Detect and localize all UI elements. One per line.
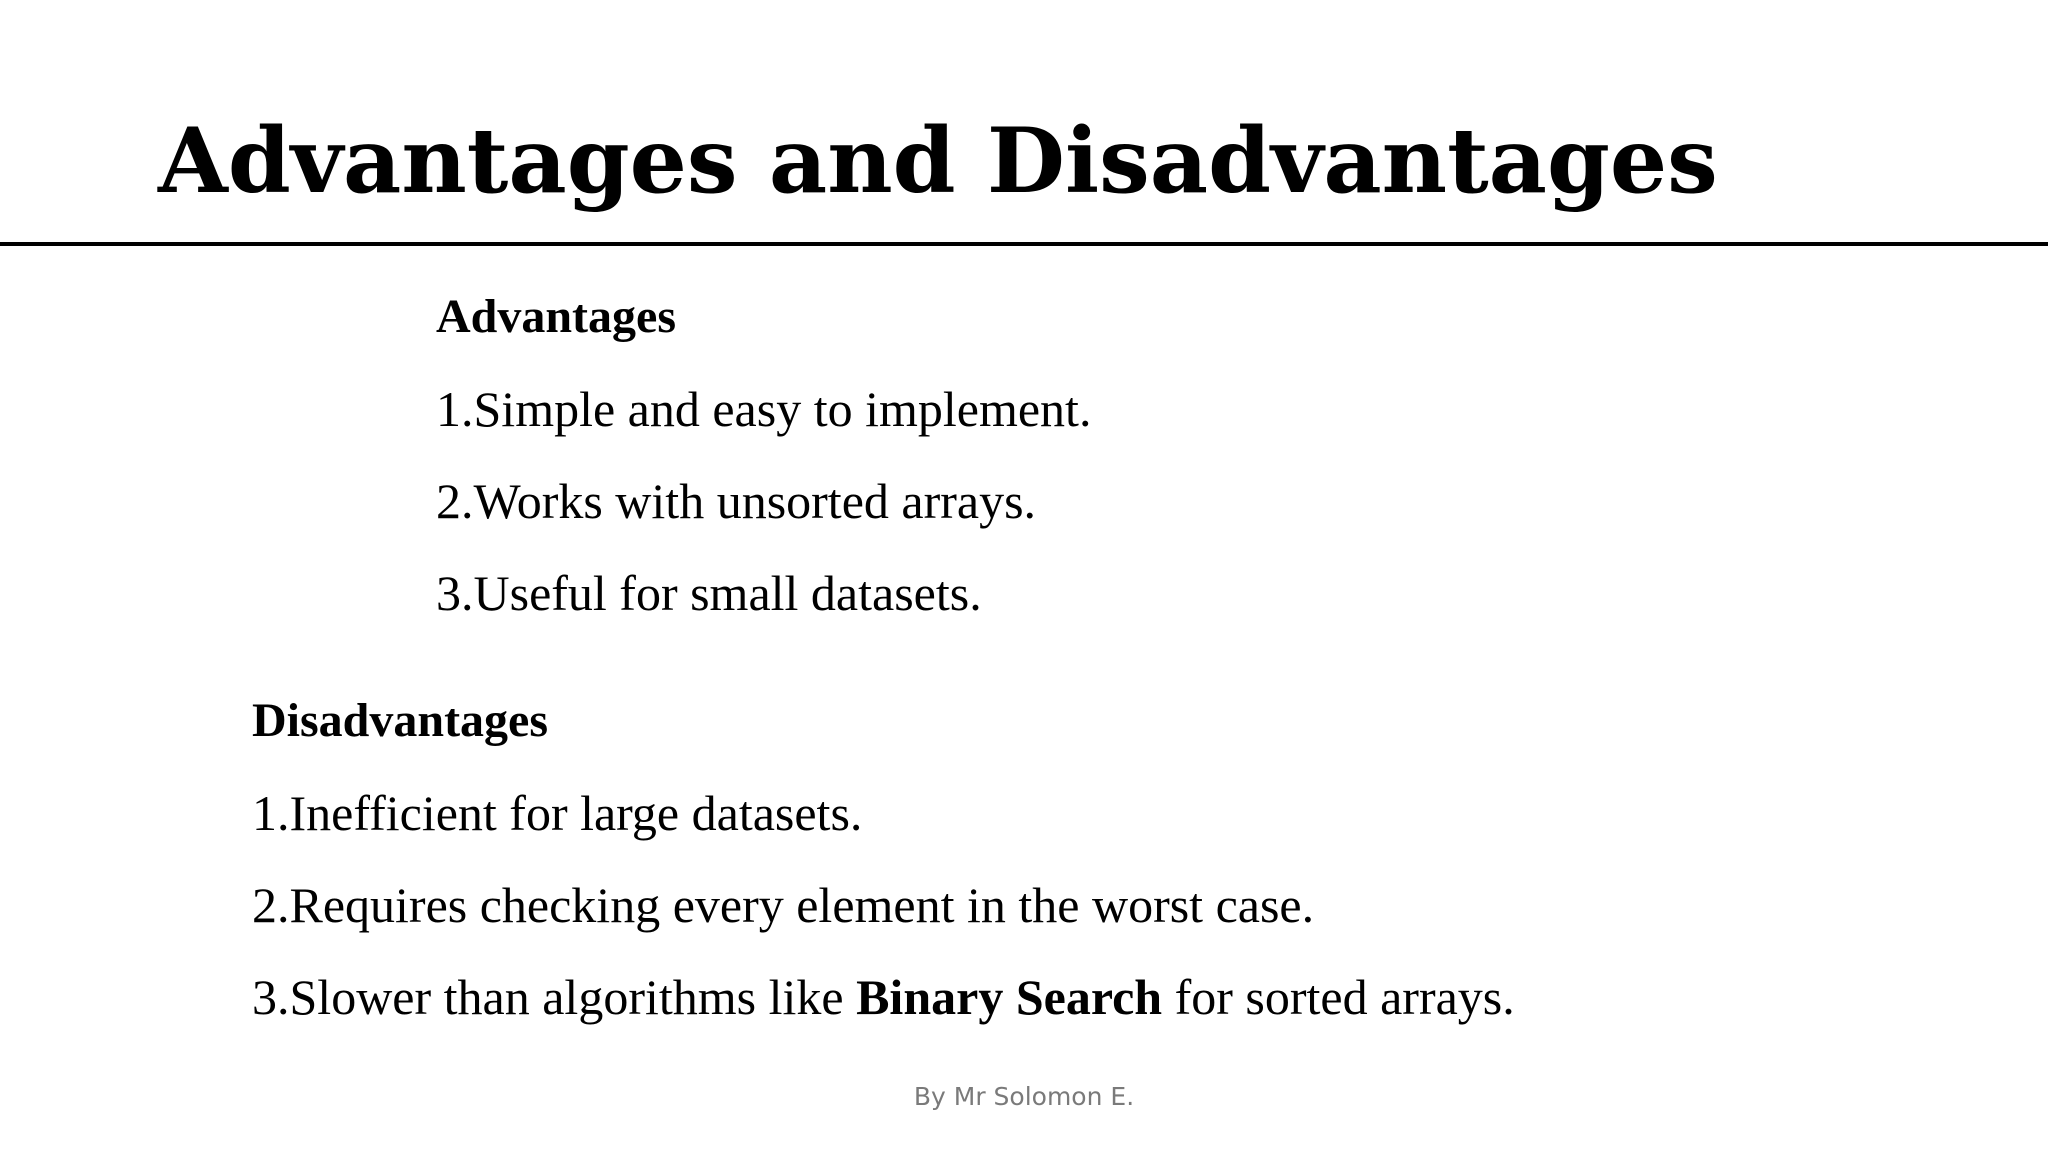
advantage-item: 1.Simple and easy to implement. — [436, 381, 1092, 437]
author-footer: By Mr Solomon E. — [913, 1082, 1135, 1111]
disadvantages-heading: Disadvantages — [252, 694, 549, 747]
disadvantages-section — [252, 694, 1515, 1025]
disadvantage-item: 1.Inefficient for large datasets. — [252, 785, 863, 841]
advantages-heading: Advantages — [436, 290, 677, 343]
title-divider — [0, 242, 2048, 246]
advantage-item: 2.Works with unsorted arrays. — [436, 473, 1037, 529]
advantages-section — [436, 290, 1092, 621]
disadvantage-item — [252, 969, 1515, 1025]
disadvantage-item-text: for sorted arrays. — [1162, 969, 1515, 1025]
disadvantage-item: 2.Requires checking every element in the worst case. — [252, 877, 1315, 933]
disadvantage-item-text: 3.Slower than algorithms like — [252, 969, 857, 1025]
slide-title: Advantages and Disadvantages — [158, 108, 1718, 214]
binary-search-emphasis: Binary Search — [856, 969, 1163, 1025]
advantage-item: 3.Useful for small datasets. — [436, 565, 982, 621]
